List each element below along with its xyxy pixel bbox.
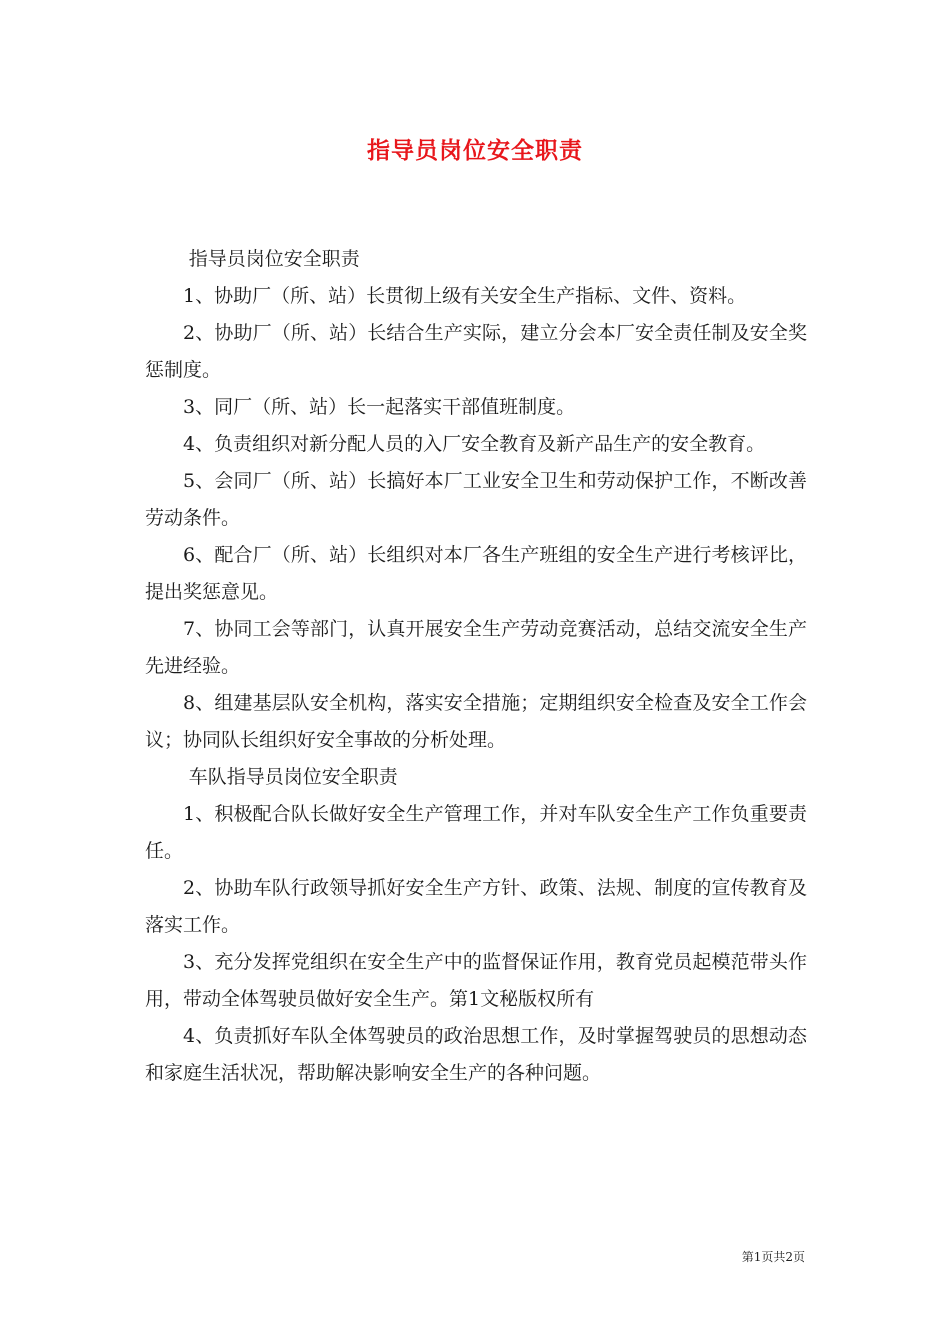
duty-item: 1、积极配合队长做好安全生产管理工作，并对车队安全生产工作负重要责任。 — [145, 803, 807, 862]
duty-item: 2、协助车队行政领导抓好安全生产方针、政策、法规、制度的宣传教育及落实工作。 — [145, 877, 807, 936]
duty-item: 1、协助厂（所、站）长贯彻上级有关安全生产指标、文件、资料。 — [183, 285, 747, 307]
duty-item: 6、配合厂（所、站）长组织对本厂各生产班组的安全生产进行考核评比，提出奖惩意见。 — [145, 544, 807, 603]
duty-item: 4、负责组织对新分配人员的入厂安全教育及新产品生产的安全教育。 — [183, 433, 766, 455]
duty-item: 3、充分发挥党组织在安全生产中的监督保证作用，教育党员起模范带头作用，带动全体驾驶员做好安全生产。第1文秘版权所有 — [145, 951, 807, 1010]
page-title: 指导员岗位安全职责 — [367, 137, 583, 164]
section-heading: 指导员岗位安全职责 — [188, 248, 360, 270]
document-body — [145, 241, 807, 1092]
duty-item: 5、会同厂（所、站）长搞好本厂工业安全卫生和劳动保护工作，不断改善劳动条件。 — [145, 470, 807, 529]
duty-item: 7、协同工会等部门，认真开展安全生产劳动竞赛活动，总结交流安全生产先进经验。 — [145, 618, 807, 677]
duty-item: 4、负责抓好车队全体驾驶员的政治思想工作，及时掌握驾驶员的思想动态和家庭生活状况，帮助解决影响安全生产的各种问题。 — [145, 1025, 807, 1084]
duty-item: 8、组建基层队安全机构，落实安全措施；定期组织安全检查及安全工作会议；协同队长组织好安全事故的分析处理。 — [145, 692, 807, 751]
duty-item: 2、协助厂（所、站）长结合生产实际，建立分会本厂安全责任制及安全奖惩制度。 — [145, 322, 807, 381]
page-number: 第1页共2页 — [741, 1250, 805, 1264]
duty-item: 3、同厂（所、站）长一起落实干部值班制度。 — [183, 396, 576, 418]
section-heading: 车队指导员岗位安全职责 — [188, 766, 398, 788]
